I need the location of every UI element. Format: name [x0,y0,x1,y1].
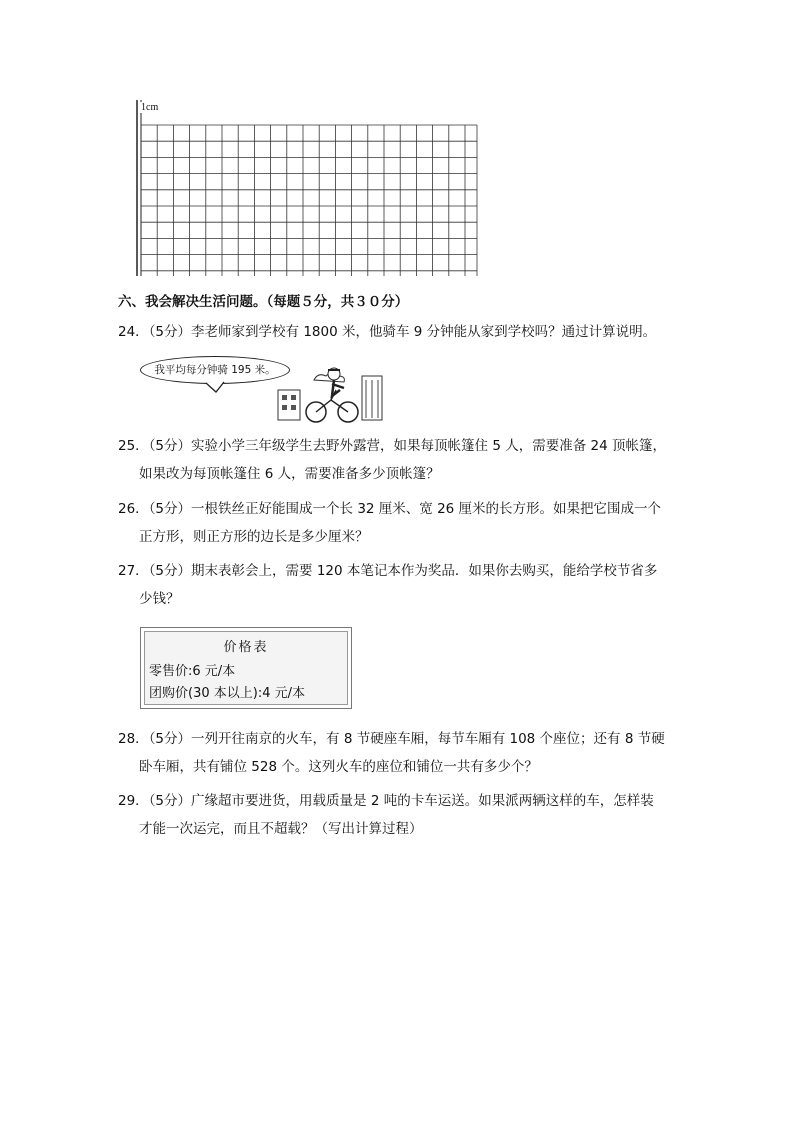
question-score: （5分） [148,731,192,747]
question-28 [118,725,678,781]
group-price: 团购价(30 本以上):4 元/本 [149,686,305,701]
question-score: （5分） [148,438,192,454]
question-text-continued: 正方形，则正方形的边长是多少厘米？ [139,529,369,545]
centimeter-grid [136,100,478,276]
question-text-continued: 少钱？ [139,591,180,607]
question-text-continued: 如果改为每顶帐篷住 6 人，需要准备多少顶帐篷？ [139,466,440,482]
cyclist-illustration [136,350,392,424]
retail-price: 零售价:6 元/本 [149,664,236,679]
grid-lines [136,100,478,276]
question-24 [118,318,678,346]
question-number: 27． [118,563,149,579]
question-text: 李老师家到学校有 1800 米，他骑车 9 分钟能从家到学校吗？通过计算说明。 [191,324,657,340]
question-text: 实验小学三年级学生去野外露营，如果每顶帐篷住 5 人，需要准备 24 顶帐篷， [191,438,666,454]
question-27 [118,557,678,613]
question-26 [118,495,678,551]
question-score: （5分） [148,501,192,517]
question-score: （5分） [148,563,192,579]
question-text: 一列开往南京的火车，有 8 节硬座车厢，每节车厢有 108 个座位；还有 8 节硬 [191,731,665,747]
price-table [140,627,352,709]
question-number: 28． [118,731,149,747]
question-score: （5分） [148,324,192,340]
price-table-title: 价格表 [223,640,269,655]
question-text-continued: 卧车厢，共有铺位 528 个。这列火车的座位和铺位一共有多少个？ [139,759,538,775]
question-score: （5分） [148,793,192,809]
speech-bubble: 我平均每分钟骑 195 米。 [140,356,290,384]
question-29 [118,787,678,843]
question-text: 广缘超市要进货，用载质量是 2 吨的卡车运送。如果派两辆这样的车，怎样装 [191,793,654,809]
question-text: 期末表彰会上，需要 120 本笔记本作为奖品．如果你去购买，能给学校节省多 [191,563,658,579]
question-number: 29． [118,793,149,809]
question-number: 24． [118,324,149,340]
question-number: 26． [118,501,149,517]
section-title: 六、我会解决生活问题。（每题５分，共３０分） [118,294,409,310]
question-text-continued: 才能一次运完，而且不超载？（写出计算过程） [139,821,423,837]
question-25 [118,432,678,488]
grid-unit-label: 1cm [141,102,159,113]
question-number: 25． [118,438,149,454]
question-text: 一根铁丝正好能围成一个长 32 厘米、宽 26 厘米的长方形。如果把它围成一个 [191,501,662,517]
